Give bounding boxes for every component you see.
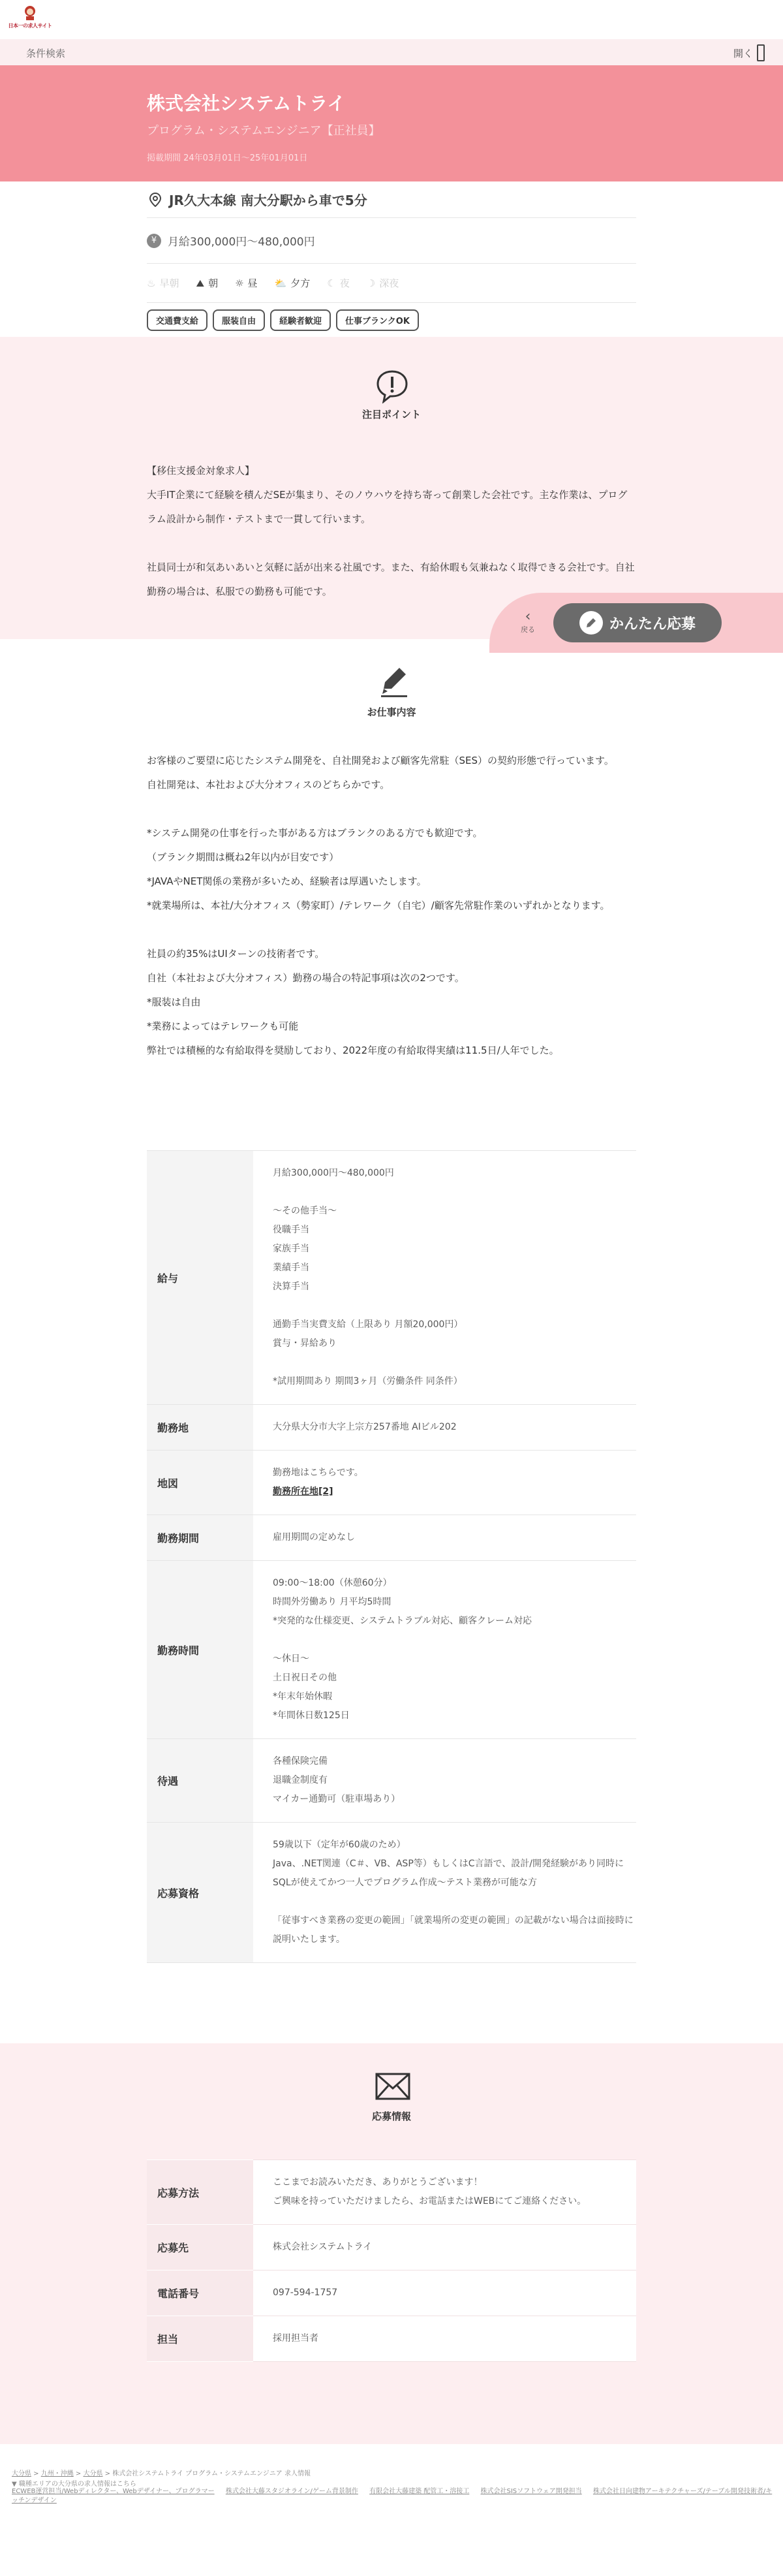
- tag: 経験者歓迎: [270, 309, 331, 331]
- row-value: 勤務地はこちらです。: [273, 1468, 363, 1478]
- sunrise-icon: ⛰: [196, 277, 205, 289]
- search-bar: [0, 39, 783, 65]
- time-morning: ⛰ 朝: [196, 277, 219, 289]
- row-label: 勤務地: [147, 1405, 253, 1451]
- tag: 服装自由: [213, 309, 265, 331]
- salary-text: 月給300,000円～480,000円: [168, 236, 315, 249]
- row-value: ここまでお読みいただき、ありがとうございます！ ご興味を持っていただけましたら、お電話またはWEBにてご連絡ください。: [253, 2160, 636, 2225]
- top-bar: [0, 0, 783, 39]
- related-jobs-list: [12, 2487, 775, 2505]
- row-label: 電話番号: [147, 2270, 253, 2316]
- easy-apply-label: かんたん応募: [609, 616, 696, 633]
- application-info-label: 応募情報: [371, 2111, 411, 2122]
- row-value: 09:00～18:00（休憩60分） 時間外労働あり 月平均5時間 *突発的な仕様変更、システムトラブル対応、顧客クレーム対応 ～休日～ 土日祝日その他 *年末年始休暇 *年間休日数125日: [253, 1561, 636, 1739]
- related-jobs-title: ▼ 職種エリアの大分県の求人情報はこちら: [12, 2481, 136, 2488]
- table-row: [147, 1515, 636, 1561]
- table-row: [147, 2270, 636, 2316]
- row-label: 勤務時間: [147, 1561, 253, 1739]
- time-early-morning: ♨ 早朝: [147, 277, 179, 289]
- table-row: [147, 2160, 636, 2225]
- row-value: 月給300,000円～480,000円 ～その他手当～ 役職手当 家族手当 業績手当 決算手当 通勤手当実費支給（上限あり 月額20,000円） 賞与・昇給あり *試用期間あり 期間3ヶ月（労働条件 同条件）: [253, 1151, 636, 1405]
- company-name: 株式会社システムトライ: [147, 93, 346, 114]
- early-morning-icon: ♨: [147, 277, 156, 289]
- job-description-label: お仕事内容: [367, 706, 416, 718]
- tag: 交通費支給: [147, 309, 207, 331]
- map-link[interactable]: 勤務所在地[2]: [273, 1486, 333, 1497]
- back-button[interactable]: [518, 610, 538, 635]
- back-label: 戻る: [521, 625, 535, 634]
- job-hero: [0, 65, 783, 181]
- related-job-link[interactable]: ECWEB運営担当/Webディレクター、Webデザイナー、プログラマー: [12, 2488, 215, 2495]
- row-label: 勤務期間: [147, 1515, 253, 1561]
- related-job-link[interactable]: 株式会社日向建物アーキテクチャーズ/テーブル開発技術者/キッチンデザイン: [12, 2488, 773, 2504]
- attention-label: 注目ポイント: [361, 409, 421, 420]
- exclamation-bubble-icon: [375, 369, 409, 403]
- footer: [0, 2444, 783, 2576]
- late-night-icon: ☽: [366, 277, 376, 289]
- table-row: [147, 1405, 636, 1451]
- easy-apply-button[interactable]: [553, 603, 722, 642]
- row-value: 雇用期間の定めなし: [253, 1515, 636, 1561]
- row-label: 応募先: [147, 2225, 253, 2270]
- table-row: [147, 1739, 636, 1823]
- chevron-left-icon: ‹: [525, 608, 531, 625]
- table-row: [147, 2316, 636, 2362]
- yen-icon: ¥: [147, 234, 161, 248]
- breadcrumb-current: 株式会社システムトライ プログラム・システムエンジニア 求人情報: [112, 2470, 311, 2477]
- time-noon: ☼ 昼: [235, 277, 258, 289]
- open-toggle-button[interactable]: [733, 44, 765, 61]
- open-label: 開く: [733, 47, 753, 59]
- time-late-night: ☽ 深夜: [366, 277, 399, 289]
- time-evening: ⛅ 夕方: [274, 277, 311, 289]
- row-label: 給与: [147, 1151, 253, 1405]
- breadcrumb-link[interactable]: 九州・沖縄: [40, 2470, 74, 2477]
- access-text: JR久大本線 南大分駅から車で5分: [169, 193, 367, 208]
- row-value: 採用担当者: [253, 2316, 636, 2362]
- attention-text: 【移住支援金対象求人】 大手IT企業にて経験を積んだSEが集まり、そのノウハウを持ち寄って創業した会社です。主な作業は、プログラム設計から制作・テストまで一貫して行います。 社員同士が和気あいあいと気軽に話が出来る社風です。また、有給休暇も気兼ねなく取得できる会社です。自社勤務の場合は、私服での勤務も可能です。: [147, 465, 635, 597]
- table-row: [147, 1451, 636, 1515]
- row-label: 地図: [147, 1451, 253, 1515]
- mascot-icon: [23, 5, 37, 21]
- condition-search-label[interactable]: 条件検索: [26, 48, 66, 59]
- breadcrumb-link[interactable]: 大分県: [83, 2470, 103, 2477]
- location-pin-icon: [149, 193, 161, 207]
- row-value: 株式会社システムトライ: [253, 2225, 636, 2270]
- apply-bar: [489, 593, 783, 653]
- application-info-table: [147, 2160, 636, 2362]
- application-info-section: [0, 2043, 783, 2444]
- related-job-link[interactable]: 株式会社大藤スタジオライン/ゲーム背景制作: [225, 2488, 358, 2495]
- listing-period: 掲載期間 24年03月01日～25年01月01日: [147, 153, 308, 163]
- row-label: 担当: [147, 2316, 253, 2362]
- breadcrumb-link[interactable]: 大分県: [12, 2470, 31, 2477]
- row-label: 待遇: [147, 1739, 253, 1823]
- site-logo[interactable]: [4, 5, 56, 35]
- logo-text: 日本一の求人サイト: [8, 23, 52, 29]
- time-night: ☾ 夜: [327, 277, 350, 289]
- tag: 仕事ブランクOK: [336, 309, 419, 331]
- table-row: [147, 1151, 636, 1405]
- pencil-icon: [378, 664, 410, 698]
- row-value: 各種保険完備 退職金制度有 マイカー通勤可（駐車場あり）: [253, 1739, 636, 1823]
- pen-icon: [579, 611, 603, 635]
- job-title: プログラム・システムエンジニア【正社員】: [147, 124, 380, 138]
- phone-icon: [757, 44, 765, 61]
- feature-tags: [147, 303, 636, 337]
- moon-icon: ☾: [327, 277, 336, 289]
- access-row: [147, 181, 636, 218]
- job-details-table: [147, 1150, 636, 1963]
- table-row: [147, 2225, 636, 2270]
- envelope-icon: [375, 2073, 410, 2100]
- phone-number[interactable]: 097-594-1757: [253, 2270, 636, 2316]
- sunset-icon: ⛅: [274, 277, 287, 289]
- row-label: 応募資格: [147, 1823, 253, 1963]
- breadcrumb: 大分県 > 九州・沖縄 > 大分県 > 株式会社システムトライ プログラム・システムエンジニア 求人情報: [12, 2470, 311, 2477]
- row-value: 大分県大分市大字上宗方257番地 AIビル202: [253, 1405, 636, 1451]
- job-description-text: お客様のご要望に応じたシステム開発を、自社開発および顧客先常駐（SES）の契約形態で行っています。 自社開発は、本社および大分オフィスのどちらかです。 *システム開発の仕事を行った事がある方はブランクのある方でも歓迎です。 （ブランク期間は概ね2年以内が目安です） *JAVAやNET関係の業務が多いため、経験者は厚遇いたします。 *就業場所は、本社/大分オフィス（勢家町）/テレワーク（自宅）/顧客先常駐作業のいずれかとなります。 社員の約35%はUIターンの技術者です。 自社（本社および大分オフィス）勤務の場合の特記事項は次の2つです。 *服装は自由 *業務によってはテレワークも可能 弊社では積極的な有給取得を奨励しており、2022年度の有給取得実績は11.5日/人年でした。: [147, 755, 614, 1056]
- row-value: 59歳以下（定年が60歳のため） Java、.NET関連（C＃、VB、ASP等）もしくはC言語で、設計/開発経験があり同時にSQLが使えてかつ一人でプログラム作成～テスト業務が可能な方 「従事すべき業務の変更の範囲」「就業場所の変更の範囲」の記載がない場合は面接時に説明いたします。: [253, 1823, 636, 1963]
- sun-icon: ☼: [235, 277, 244, 289]
- related-job-link[interactable]: 株式会社SISソフトウェア開発担当: [480, 2488, 582, 2495]
- map-cell: [253, 1451, 636, 1515]
- table-row: [147, 1561, 636, 1739]
- work-time-row: [147, 264, 636, 303]
- related-job-link[interactable]: 有限会社大藤建築 配管工・溶接工: [369, 2488, 470, 2495]
- job-summary: [147, 181, 636, 337]
- table-row: [147, 1823, 636, 1963]
- salary-row: [147, 218, 636, 264]
- row-label: 応募方法: [147, 2160, 253, 2225]
